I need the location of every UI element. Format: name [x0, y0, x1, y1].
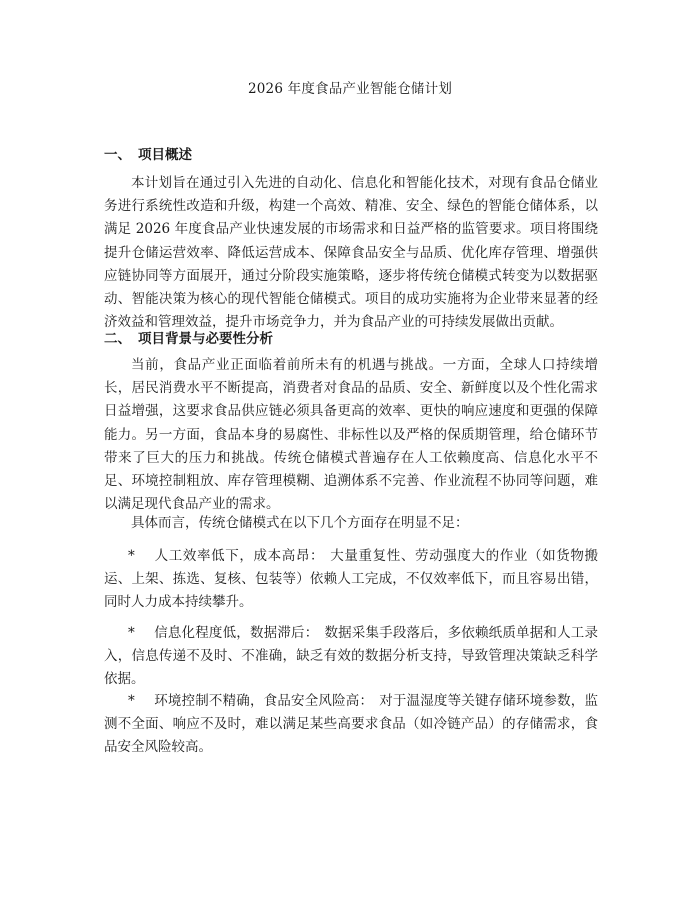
bullet-heading: 环境控制不精确，食品安全风险高：: [154, 693, 374, 709]
bullet-item: [104, 690, 598, 760]
bullet-marker: *: [128, 548, 135, 564]
section-heading-background: [104, 330, 273, 348]
bullet-item: [104, 622, 598, 692]
bullet-item: [104, 545, 598, 615]
bullet-marker: *: [128, 693, 135, 709]
bullet-text: 对于温湿度等关键存储环境参数，监测不全面、响应不及时，难以满足某些高要求食品（如冷链产品）的存储需求，食品安全风险较高。: [104, 693, 598, 756]
section-title: 项目背景与必要性分析: [138, 331, 273, 347]
bullet-marker: *: [128, 625, 135, 641]
document-title: 2026 年度食品产业智能仓储计划: [247, 81, 453, 97]
overview-paragraph: 本计划旨在通过引入先进的自动化、信息化和智能化技术，对现有食品仓储业务进行系统性改造和升级，构建一个高效、精准、安全、绿色的智能仓储体系，以满足 2026 年度食品产业快速发展的市场需求和日益严格的监管要求。项目将围绕提升仓储运营效率、降低运营成本、保障食品安全与品质、优化库存管理、增强供应链协同等方面展开，通过分阶段实施策略，逐步将传统仓储模式转变为以数据驱动、智能决策为核心的现代智能仓储模式。项目的成功实施将为企业带来显著的经济效益和管理效益，提升市场竞争力，并为食品产业的可持续发展做出贡献。: [104, 175, 598, 331]
bullet-text: 大量重复性、劳动强度大的作业（如货物搬运、上架、拣选、复核、包装等）依赖人工完成，不仅效率低下，而且容易出错，同时人力成本持续攀升。: [104, 548, 599, 611]
shortcomings-intro: 具体而言，传统仓储模式在以下几个方面存在明显不足：: [131, 515, 469, 531]
bullet-text: 数据采集手段落后，多依赖纸质单据和人工录入，信息传递不及时、不准确，缺乏有效的数据分析支持，导致管理决策缺乏科学依据。: [104, 625, 598, 688]
section-title: 项目概述: [138, 147, 192, 163]
background-paragraph: 当前，食品产业正面临着前所未有的机遇与挑战。一方面，全球人口持续增长，居民消费水平不断提高，消费者对食品的品质、安全、新鲜度以及个性化需求日益增强，这要求食品供应链必须具备更高的效率、更快的响应速度和更强的保障能力。另一方面，食品本身的易腐性、非标性以及严格的保质期管理，给仓储环节带来了巨大的压力和挑战。传统仓储模式普遍存在人工依赖度高、信息化水平不足、环境控制粗放、库存管理模糊、追溯体系不完善、作业流程不协同等问题，难以满足现代食品产业的需求。: [104, 357, 598, 513]
bullet-heading: 人工效率低下，成本高昂：: [154, 548, 325, 564]
section-number: 二、: [104, 331, 131, 347]
section-number: 一、: [104, 147, 131, 163]
section-heading-overview: [104, 146, 192, 164]
bullet-heading: 信息化程度低，数据滞后：: [154, 625, 319, 641]
